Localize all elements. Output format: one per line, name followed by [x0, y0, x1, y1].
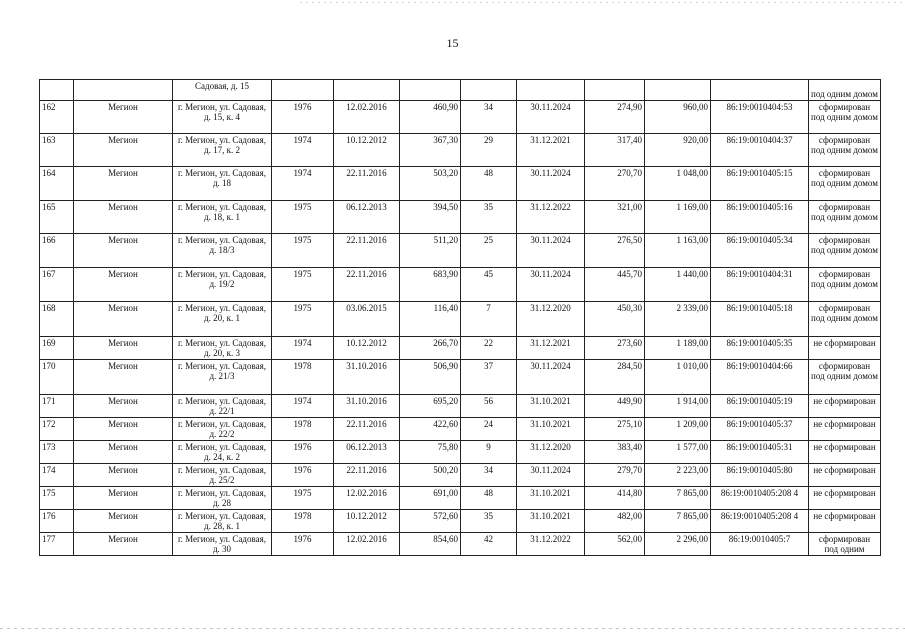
- cell-count: 48: [461, 487, 517, 510]
- cell-city: Мегион: [74, 302, 173, 337]
- cell-date: 22.11.2016: [334, 167, 400, 201]
- cell-count: 56: [461, 395, 517, 418]
- cell-date2: 31.10.2021: [517, 418, 585, 441]
- cell-year: 1974: [272, 337, 334, 360]
- cell-city: Мегион: [74, 487, 173, 510]
- cell-date: 12.02.2016: [334, 101, 400, 134]
- cell-date2: 31.12.2020: [517, 441, 585, 464]
- cell-date2: 30.11.2024: [517, 464, 585, 487]
- table-row-continued: [40, 80, 881, 101]
- cell-address: г. Мегион, ул. Садовая, д. 22/1: [173, 395, 272, 418]
- cell-count: 35: [461, 201, 517, 234]
- cell-date: 12.02.2016: [334, 533, 400, 556]
- cell-cadastral: 86:19:0010405:80: [711, 464, 809, 487]
- cell-value2: [645, 80, 711, 101]
- cell-year: 1975: [272, 302, 334, 337]
- cell-value2: 1 010,00: [645, 360, 711, 395]
- cell-date: 22.11.2016: [334, 268, 400, 302]
- cell-year: 1975: [272, 268, 334, 302]
- cell-status: сформирован под одним домом: [809, 234, 881, 268]
- cell-cadastral: 86:19:0010404:31: [711, 268, 809, 302]
- cell-area: 854,60: [400, 533, 461, 556]
- cell-area: 506,90: [400, 360, 461, 395]
- cell-cadastral: 86:19:0010405:34: [711, 234, 809, 268]
- table-row: [40, 395, 881, 418]
- cell-number: 164: [40, 167, 74, 201]
- cell-date2: 31.10.2021: [517, 510, 585, 533]
- cell-date2: 30.11.2024: [517, 268, 585, 302]
- cell-cadastral: 86:19:0010404:53: [711, 101, 809, 134]
- cell-value2: 1 914,00: [645, 395, 711, 418]
- cell-value1: 482,00: [585, 510, 645, 533]
- cell-status: не сформирован: [809, 487, 881, 510]
- table-row: [40, 487, 881, 510]
- cell-area: 695,20: [400, 395, 461, 418]
- cell-date: 06.12.2013: [334, 441, 400, 464]
- cell-year: 1978: [272, 510, 334, 533]
- table-row: [40, 268, 881, 302]
- cell-city: Мегион: [74, 395, 173, 418]
- cell-value1: 317,40: [585, 134, 645, 167]
- cell-area: 460,90: [400, 101, 461, 134]
- cell-value1: 445,70: [585, 268, 645, 302]
- cell-year: 1976: [272, 464, 334, 487]
- cell-city: Мегион: [74, 360, 173, 395]
- cell-date2: 30.11.2024: [517, 360, 585, 395]
- cell-city: Мегион: [74, 510, 173, 533]
- cell-status: не сформирован: [809, 441, 881, 464]
- cell-cadastral: 86:19:0010405:18: [711, 302, 809, 337]
- cell-date: [334, 80, 400, 101]
- cell-number: 167: [40, 268, 74, 302]
- cell-date2: [517, 80, 585, 101]
- cell-area: 683,90: [400, 268, 461, 302]
- cell-count: 25: [461, 234, 517, 268]
- cell-count: 34: [461, 464, 517, 487]
- cell-address: г. Мегион, ул. Садовая, д. 25/2: [173, 464, 272, 487]
- cell-value2: 1 189,00: [645, 337, 711, 360]
- cell-date2: 31.10.2021: [517, 487, 585, 510]
- cell-value2: 960,00: [645, 101, 711, 134]
- cell-date: 22.11.2016: [334, 234, 400, 268]
- cell-date2: 30.11.2024: [517, 167, 585, 201]
- cell-count: 7: [461, 302, 517, 337]
- cell-date: 10.12.2012: [334, 337, 400, 360]
- scan-edge-bottom: [0, 628, 905, 629]
- cell-value1: 274,90: [585, 101, 645, 134]
- cell-area: [400, 80, 461, 101]
- cell-cadastral: 86:19:0010405:7: [711, 533, 809, 556]
- cell-address: г. Мегион, ул. Садовая, д. 19/2: [173, 268, 272, 302]
- cell-area: 394,50: [400, 201, 461, 234]
- cell-cadastral: 86:19:0010405:208 4: [711, 510, 809, 533]
- cell-date: 22.11.2016: [334, 464, 400, 487]
- cell-city: Мегион: [74, 268, 173, 302]
- cell-count: 22: [461, 337, 517, 360]
- table-row: [40, 464, 881, 487]
- cell-value1: 276,50: [585, 234, 645, 268]
- cell-year: 1975: [272, 234, 334, 268]
- cell-value2: 1 209,00: [645, 418, 711, 441]
- cell-count: 9: [461, 441, 517, 464]
- table-row: [40, 134, 881, 167]
- table-row: [40, 302, 881, 337]
- cell-address: г. Мегион, ул. Садовая, д. 30: [173, 533, 272, 556]
- cell-value1: 270,70: [585, 167, 645, 201]
- cell-year: 1975: [272, 487, 334, 510]
- cell-status: сформирован под одним домом: [809, 201, 881, 234]
- cell-number: 172: [40, 418, 74, 441]
- cell-area: 511,20: [400, 234, 461, 268]
- cell-date: 03.06.2015: [334, 302, 400, 337]
- cell-area: 691,00: [400, 487, 461, 510]
- cell-status: сформирован под одним домом: [809, 302, 881, 337]
- table-row: [40, 101, 881, 134]
- cell-number: [40, 80, 74, 101]
- cell-city: Мегион: [74, 533, 173, 556]
- cell-value1: 279,70: [585, 464, 645, 487]
- cell-cadastral: 86:19:0010405:31: [711, 441, 809, 464]
- cell-value2: 1 440,00: [645, 268, 711, 302]
- cell-status: сформирован под одним: [809, 533, 881, 556]
- table-row: [40, 167, 881, 201]
- cell-count: 37: [461, 360, 517, 395]
- cell-value1: 273,60: [585, 337, 645, 360]
- cell-address: г. Мегион, ул. Садовая, д. 24, к. 2: [173, 441, 272, 464]
- cell-cadastral: 86:19:0010405:37: [711, 418, 809, 441]
- cell-date: 10.12.2012: [334, 510, 400, 533]
- cell-number: 166: [40, 234, 74, 268]
- cell-date2: 30.11.2024: [517, 234, 585, 268]
- cell-cadastral: 86:19:0010405:16: [711, 201, 809, 234]
- cell-value2: 1 048,00: [645, 167, 711, 201]
- table-row: [40, 441, 881, 464]
- cell-date: 31.10.2016: [334, 395, 400, 418]
- table-row: [40, 201, 881, 234]
- cell-count: [461, 80, 517, 101]
- cell-city: [74, 80, 173, 101]
- cell-area: 116,40: [400, 302, 461, 337]
- cell-value2: 920,00: [645, 134, 711, 167]
- cell-date2: 31.12.2022: [517, 201, 585, 234]
- cell-count: 48: [461, 167, 517, 201]
- cell-date2: 31.10.2021: [517, 395, 585, 418]
- cell-cadastral: 86:19:0010405:35: [711, 337, 809, 360]
- cell-status: сформирован под одним домом: [809, 360, 881, 395]
- cell-area: 572,60: [400, 510, 461, 533]
- cell-cadastral: 86:19:0010405:208 4: [711, 487, 809, 510]
- scan-edge-top: [300, 2, 905, 3]
- table-row: [40, 510, 881, 533]
- cell-area: 503,20: [400, 167, 461, 201]
- cell-address: г. Мегион, ул. Садовая, д. 21/3: [173, 360, 272, 395]
- cell-date2: 31.12.2022: [517, 533, 585, 556]
- cell-city: Мегион: [74, 234, 173, 268]
- cell-value2: 1 169,00: [645, 201, 711, 234]
- cell-status: не сформирован: [809, 395, 881, 418]
- cell-date2: 30.11.2024: [517, 101, 585, 134]
- cell-value1: 383,40: [585, 441, 645, 464]
- cell-count: 29: [461, 134, 517, 167]
- cell-date: 31.10.2016: [334, 360, 400, 395]
- cell-year: 1974: [272, 395, 334, 418]
- cell-count: 45: [461, 268, 517, 302]
- cell-area: 422,60: [400, 418, 461, 441]
- cell-count: 24: [461, 418, 517, 441]
- cell-value2: 7 865,00: [645, 510, 711, 533]
- cell-year: 1975: [272, 201, 334, 234]
- cell-number: 169: [40, 337, 74, 360]
- cell-number: 176: [40, 510, 74, 533]
- cell-city: Мегион: [74, 418, 173, 441]
- cell-date: 12.02.2016: [334, 487, 400, 510]
- table-row: [40, 533, 881, 556]
- cell-number: 173: [40, 441, 74, 464]
- cell-city: Мегион: [74, 134, 173, 167]
- cell-status: не сформирован: [809, 418, 881, 441]
- page-number: 15: [446, 36, 459, 50]
- cell-number: 175: [40, 487, 74, 510]
- cell-value2: 1 577,00: [645, 441, 711, 464]
- cell-address: г. Мегион, ул. Садовая, д. 17, к. 2: [173, 134, 272, 167]
- cell-address: г. Мегион, ул. Садовая, д. 28, к. 1: [173, 510, 272, 533]
- cell-count: 34: [461, 101, 517, 134]
- cell-area: 367,30: [400, 134, 461, 167]
- cell-number: 165: [40, 201, 74, 234]
- cell-number: 174: [40, 464, 74, 487]
- cell-value1: 449,90: [585, 395, 645, 418]
- cell-number: 162: [40, 101, 74, 134]
- cell-date2: 31.12.2021: [517, 134, 585, 167]
- cell-address: г. Мегион, ул. Садовая, д. 18, к. 1: [173, 201, 272, 234]
- cell-value1: 321,00: [585, 201, 645, 234]
- cell-cadastral: 86:19:0010405:15: [711, 167, 809, 201]
- cell-address: г. Мегион, ул. Садовая, д. 18/3: [173, 234, 272, 268]
- cell-number: 171: [40, 395, 74, 418]
- cell-cadastral: 86:19:0010404:37: [711, 134, 809, 167]
- table-row: [40, 360, 881, 395]
- cell-year: 1978: [272, 360, 334, 395]
- cell-status: не сформирован: [809, 337, 881, 360]
- cell-area: 500,20: [400, 464, 461, 487]
- cell-city: Мегион: [74, 167, 173, 201]
- cell-number: 177: [40, 533, 74, 556]
- cell-date: 22.11.2016: [334, 418, 400, 441]
- cell-address: г. Мегион, ул. Садовая, д. 18: [173, 167, 272, 201]
- cell-year: 1976: [272, 101, 334, 134]
- cell-value1: [585, 80, 645, 101]
- cell-number: 168: [40, 302, 74, 337]
- registry-body: [40, 80, 881, 556]
- table-row: [40, 234, 881, 268]
- cell-city: Мегион: [74, 101, 173, 134]
- cell-address: г. Мегион, ул. Садовая, д. 20, к. 1: [173, 302, 272, 337]
- cell-value1: 284,50: [585, 360, 645, 395]
- cell-cadastral: 86:19:0010405:19: [711, 395, 809, 418]
- cell-value2: 2 296,00: [645, 533, 711, 556]
- cell-address: Садовая, д. 15: [173, 80, 272, 101]
- cell-value1: 562,00: [585, 533, 645, 556]
- cell-city: Мегион: [74, 441, 173, 464]
- cell-address: г. Мегион, ул. Садовая, д. 15, к. 4: [173, 101, 272, 134]
- cell-count: 35: [461, 510, 517, 533]
- cell-status: сформирован под одним домом: [809, 101, 881, 134]
- cell-status: сформирован под одним домом: [809, 167, 881, 201]
- cell-date2: 31.12.2020: [517, 302, 585, 337]
- cell-cadastral: 86:19:0010404:66: [711, 360, 809, 395]
- cell-status: не сформирован: [809, 464, 881, 487]
- cell-date: 06.12.2013: [334, 201, 400, 234]
- cell-city: Мегион: [74, 201, 173, 234]
- cell-status: под одним домом: [809, 80, 881, 101]
- cell-year: 1976: [272, 441, 334, 464]
- cell-year: [272, 80, 334, 101]
- cell-city: Мегион: [74, 337, 173, 360]
- cell-status: сформирован под одним домом: [809, 134, 881, 167]
- table-row: [40, 337, 881, 360]
- cell-date2: 31.12.2021: [517, 337, 585, 360]
- cell-year: 1974: [272, 134, 334, 167]
- cell-value2: 1 163,00: [645, 234, 711, 268]
- cell-area: 75,80: [400, 441, 461, 464]
- cell-status: не сформирован: [809, 510, 881, 533]
- cell-value1: 275,10: [585, 418, 645, 441]
- cell-address: г. Мегион, ул. Садовая, д. 22/2: [173, 418, 272, 441]
- cell-count: 42: [461, 533, 517, 556]
- cell-year: 1976: [272, 533, 334, 556]
- cell-address: г. Мегион, ул. Садовая, д. 28: [173, 487, 272, 510]
- cell-value1: 450,30: [585, 302, 645, 337]
- table-row: [40, 418, 881, 441]
- cell-city: Мегион: [74, 464, 173, 487]
- cell-year: 1978: [272, 418, 334, 441]
- cell-area: 266,70: [400, 337, 461, 360]
- cell-value2: 2 223,00: [645, 464, 711, 487]
- housing-registry-table: [39, 79, 881, 556]
- cell-value1: 414,80: [585, 487, 645, 510]
- cell-cadastral: [711, 80, 809, 101]
- cell-status: сформирован под одним домом: [809, 268, 881, 302]
- cell-value2: 7 865,00: [645, 487, 711, 510]
- cell-date: 10.12.2012: [334, 134, 400, 167]
- cell-year: 1974: [272, 167, 334, 201]
- cell-address: г. Мегион, ул. Садовая, д. 20, к. 3: [173, 337, 272, 360]
- cell-value2: 2 339,00: [645, 302, 711, 337]
- cell-number: 170: [40, 360, 74, 395]
- cell-number: 163: [40, 134, 74, 167]
